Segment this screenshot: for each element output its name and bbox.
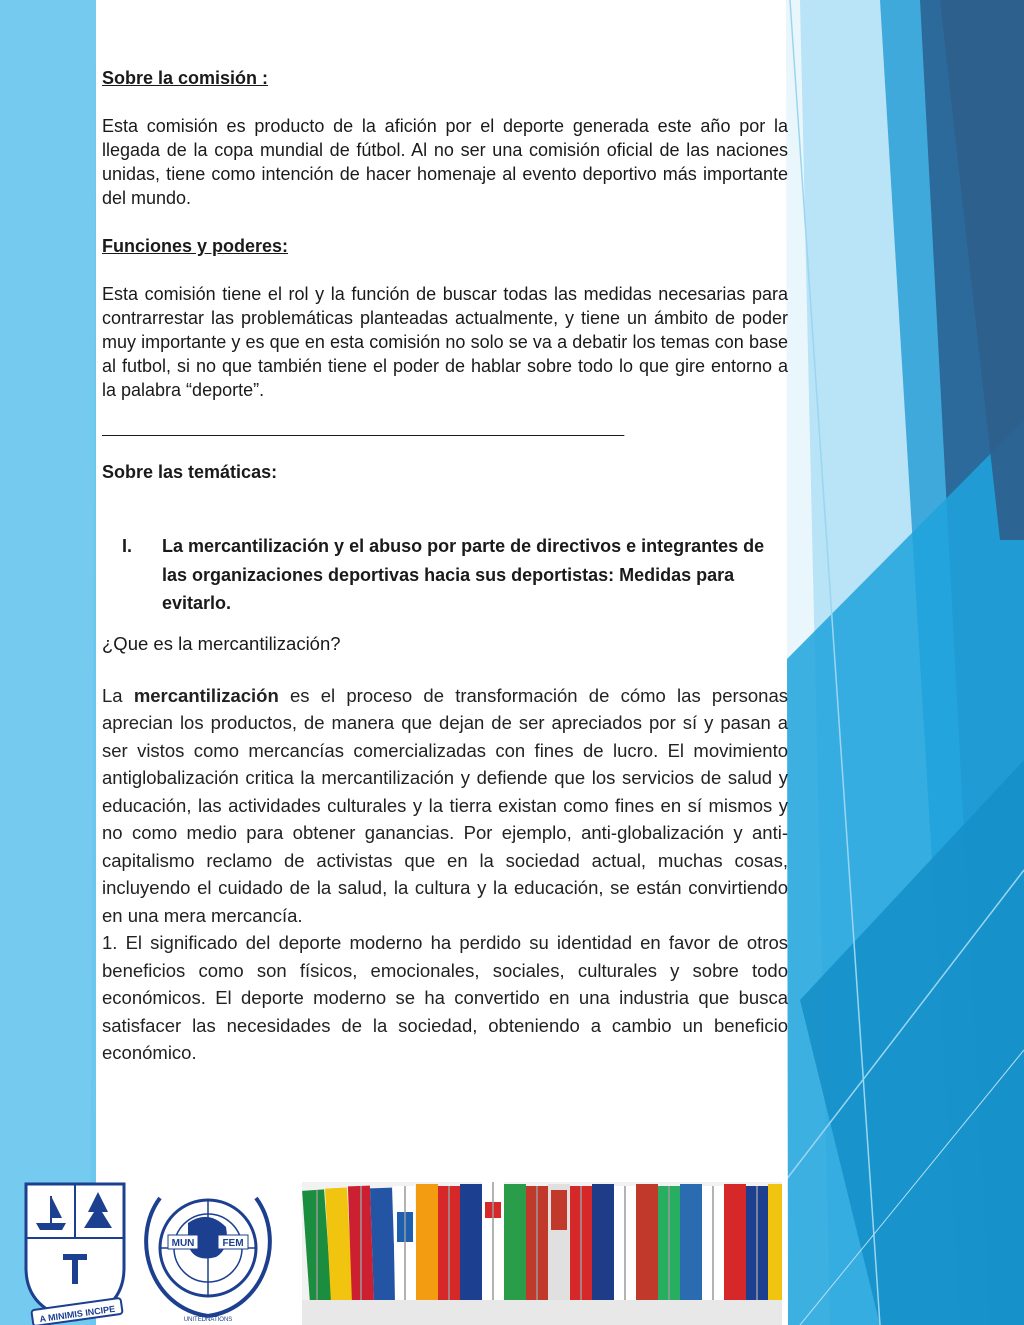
mun-bottom-label: UNITEDNATIONS bbox=[183, 1317, 233, 1323]
question-text: ¿Que es la mercantilización? bbox=[102, 632, 341, 654]
topic-item bbox=[102, 532, 788, 618]
school-motto: A MINIMIS INCIPE bbox=[38, 1303, 116, 1325]
definition-paragraph bbox=[102, 682, 788, 930]
school-crest-logo bbox=[26, 1184, 124, 1325]
functions-heading: Funciones y poderes: bbox=[102, 236, 289, 256]
point-1-paragraph: 1. El significado del deporte moderno ha perdido su identidad en favor de otros beneficios como son físicos, emocionales, sociales, culturales y sobre todo económicos. El deporte moderno se ha convertido en una industria que busca satisfacer las necesidades de la sociedad, obteniendo a cambio un beneficio económico. bbox=[102, 932, 788, 1063]
topic-number: I. bbox=[122, 536, 133, 556]
definition-term: mercantilización bbox=[133, 684, 279, 706]
mun-left-label: MUN bbox=[171, 1238, 195, 1249]
mun-right-label: FEM bbox=[222, 1238, 244, 1249]
topic-title: La mercantilización y el abuso por parte de directivos e integrantes de las organizaciones deportivas hacia sus deportistas: Medidas para evitarlo. bbox=[162, 536, 765, 613]
mun-fem-logo bbox=[146, 1198, 270, 1323]
divider-line: ____________________________________________________________ bbox=[102, 420, 624, 437]
commission-text: Esta comisión es producto de la afición por el deporte generada este año por la llegada de la copa mundial de fútbol. Al no ser una comisión oficial de las naciones unidas, tiene como intención de hacer homenaje al evento deportivo más importante del mundo. bbox=[102, 116, 788, 208]
definition-prefix: La bbox=[102, 684, 134, 706]
functions-text: Esta comisión tiene el rol y la función de buscar todas las medidas necesarias para contrarrestar las problemáticas planteadas actualmente, y tiene un ámbito de poder muy importante y es que en esta comisión no solo se va a debatir los temas con base al futbol, si no que también tiene el poder de hablar sobre todo lo que gire entorno a la palabra “deporte”. bbox=[102, 284, 788, 400]
definition-rest: es el proceso de transformación de cómo las personas aprecian los productos, de manera que dejan de ser apreciados por sí y pasan a ser vistos como mercancías comercializadas con fines de lucro. El movimiento antiglobalización critica la mercantilización y defiende que los servicios de salud y educación, las actividades culturales y la tierra existan como fines en sí mismos y no como medio para obtener ganancias. Por ejemplo, anti-globalización y anti-capitalismo reclamo de activistas que en la sociedad actual, muchas cosas, incluyendo el cuidado de la salud, la cultura y la educación, se están convirtiendo en una mera mercancía. bbox=[102, 684, 789, 926]
topics-heading: Sobre las temáticas: bbox=[102, 462, 278, 482]
flags-banner-image bbox=[302, 1182, 782, 1325]
document-body bbox=[102, 66, 788, 1067]
commission-heading: Sobre la comisión : bbox=[102, 68, 269, 88]
